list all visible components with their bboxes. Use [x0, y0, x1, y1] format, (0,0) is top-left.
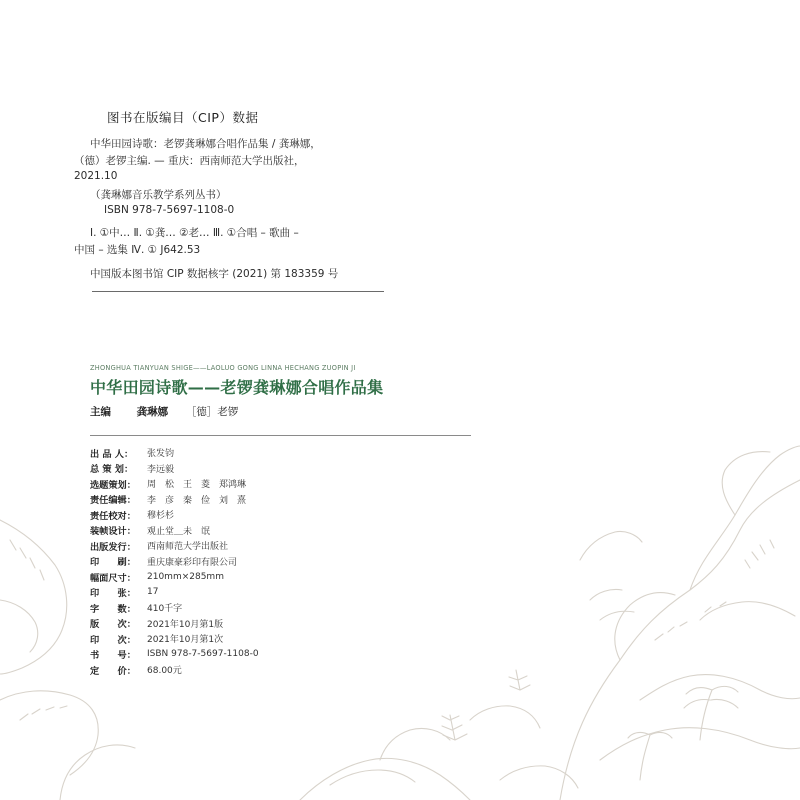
credit-row: [90, 538, 259, 554]
cip-line: 中国 – 选集 Ⅳ. ① J642.53: [74, 244, 201, 256]
credit-row: [90, 476, 259, 492]
credit-row: [90, 461, 259, 477]
credit-value: 观止堂＿未 氓: [147, 526, 211, 537]
credit-label: 出 品 人：: [90, 448, 134, 460]
credit-value: 210mm×285mm: [147, 571, 224, 582]
editor-name: 龚琳娜: [136, 406, 169, 418]
credit-value: 张发钧: [147, 449, 175, 460]
editor-line: [90, 404, 238, 419]
cip-line: Ⅰ. ①中… Ⅱ. ①龚… ②老… Ⅲ. ①合唱 – 歌曲 –: [90, 227, 299, 239]
cip-line: 2021.10: [74, 170, 118, 182]
credit-row: [90, 647, 259, 663]
credit-label: 出版发行：: [90, 541, 136, 553]
credit-label: 版 次：: [90, 619, 136, 631]
credit-label: 书 号：: [90, 650, 136, 662]
credit-label: 选题策划：: [90, 479, 136, 491]
credit-value: 17: [147, 587, 159, 598]
credits-list: [90, 445, 259, 678]
credit-value: 2021年10月第1版: [147, 619, 224, 630]
credit-row: [90, 662, 259, 678]
book-title: 中华田园诗歌——老锣龚琳娜合唱作品集: [90, 378, 384, 397]
credit-value: 李 彦 秦 俭 刘 熹: [147, 495, 247, 506]
divider: [90, 435, 471, 436]
credit-row: [90, 616, 259, 632]
credit-value: 重庆康豪彩印有限公司: [147, 557, 238, 568]
cip-heading: 图书在版编目（CIP）数据: [107, 110, 259, 125]
cip-line: 中国版本图书馆 CIP 数据核字 (2021) 第 183359 号: [90, 268, 339, 280]
editor-label: 主编: [90, 406, 111, 418]
credit-label: 印 张：: [90, 588, 136, 600]
credit-value: 穆杉杉: [147, 511, 175, 522]
credit-row: [90, 507, 259, 523]
credit-label: 印 刷：: [90, 557, 136, 569]
credit-label: 定 价：: [90, 665, 136, 677]
credit-value: 李远毅: [147, 464, 175, 475]
credit-label: 印 次：: [90, 634, 136, 646]
credit-label: 字 数：: [90, 603, 136, 615]
credit-row: [90, 554, 259, 570]
credit-row: [90, 445, 259, 461]
credit-row: [90, 585, 259, 601]
book-pinyin-title: ZHONGHUA TIANYUAN SHIGE——LAOLUO GONG LINNA HECHANG ZUOPIN JI: [90, 364, 356, 372]
credit-value: 周 松 王 菱 郑鸿琳: [147, 480, 247, 491]
cip-line: ISBN 978-7-5697-1108-0: [104, 204, 235, 216]
credit-label: 责任编辑：: [90, 495, 136, 507]
credit-label: 总 策 划：: [90, 464, 134, 476]
credit-row: [90, 523, 259, 539]
divider: [92, 291, 384, 292]
credit-value: 410千字: [147, 604, 183, 615]
credit-row: [90, 569, 259, 585]
credit-label: 责任校对：: [90, 510, 136, 522]
cip-line: 中华田园诗歌：老锣龚琳娜合唱作品集 / 龚琳娜，: [90, 138, 321, 150]
credit-value: 2021年10月第1次: [147, 635, 224, 646]
credit-row: [90, 631, 259, 647]
credit-label: 装帧设计：: [90, 526, 136, 538]
credit-value: ISBN 978-7-5697-1108-0: [147, 649, 259, 660]
credit-label: 幅面尺寸：: [90, 572, 136, 584]
credit-row: [90, 600, 259, 616]
editor-name-secondary: ［德］老锣: [185, 406, 239, 418]
cip-line: （龚琳娜音乐教学系列丛书）: [90, 189, 227, 201]
credit-value: 西南师范大学出版社: [147, 542, 229, 553]
cip-line: （德）老锣主编. — 重庆：西南师范大学出版社，: [74, 155, 305, 167]
credit-value: 68.00元: [147, 666, 182, 677]
credit-row: [90, 492, 259, 508]
